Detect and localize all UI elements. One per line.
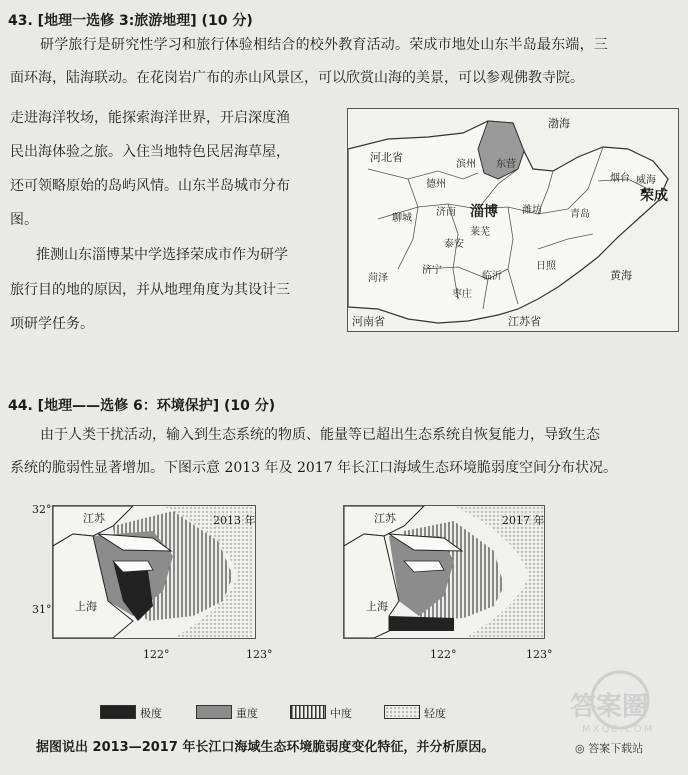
lon-123-label-a: 123°	[246, 648, 273, 661]
lat-31-label: 31°	[32, 603, 52, 616]
label-laiwu: 莱芜	[470, 227, 490, 238]
label-weifang: 潍坊	[522, 205, 542, 216]
legend-swatch-light	[384, 705, 420, 719]
lon-123-label-b: 123°	[526, 648, 553, 661]
q43-title: 43. [地理一选修 3:旅游地理] (10 分)	[8, 13, 253, 29]
legend-swatch-severe	[196, 705, 232, 719]
legend-label-moderate: 中度	[330, 707, 352, 720]
extreme-zone-2017	[389, 616, 454, 631]
q43-task-line-3: 项研学任务。	[10, 316, 94, 332]
label-dongying: 东营	[496, 159, 516, 170]
watermark-logo-text: 答案圈	[570, 692, 649, 722]
q43-line-3: 走进海洋牧场，能探索海洋世界，开启深度渔	[10, 110, 290, 126]
label-liaocheng: 聊城	[392, 213, 412, 224]
label-jining: 济宁	[422, 265, 442, 276]
q44-footer: 据图说出 2013—2017 年长江口海域生态环境脆弱度变化特征，并分析原因。	[36, 740, 495, 755]
year-label-2013: 2013 年	[213, 514, 256, 527]
q44-title: 44. [地理——选修 6：环境保护] (10 分)	[8, 398, 276, 414]
watermark-logo	[560, 668, 680, 738]
map-2013	[52, 505, 256, 639]
label-rongcheng: 荣成	[640, 188, 668, 204]
label-rizhao: 日照	[536, 261, 556, 272]
wechat-icon: ◎	[575, 742, 585, 755]
wechat-watermark	[575, 740, 643, 756]
label-zibo: 淄博	[470, 204, 498, 220]
q43-line-5: 还可领略原始的岛屿风情。山东半岛城市分布	[10, 178, 290, 194]
label-taian: 泰安	[444, 239, 464, 250]
watermark-url: MXQE.COM	[582, 724, 655, 735]
q43-task-line-2: 旅行目的地的原因，并从地理角度为其设计三	[10, 282, 290, 298]
label-jiangsu: 江苏省	[508, 315, 541, 328]
q44-line-1: 由于人类干扰活动，输入到生态系统的物质、能量等已超出生态系统自恢复能力，导致生态	[40, 427, 600, 443]
legend-label-severe: 重度	[236, 707, 258, 720]
legend-swatch-moderate	[290, 705, 326, 719]
label-hebei: 河北省	[370, 151, 403, 164]
label-zaozhuang: 枣庄	[452, 289, 472, 300]
lat-32-label: 32°	[32, 503, 52, 516]
shanghai-label-2017: 上海	[366, 600, 388, 613]
jiangsu-label-2013: 江苏	[83, 512, 105, 525]
wechat-account-name: 答案下载站	[588, 742, 644, 755]
label-huanghai: 黄海	[610, 269, 632, 282]
jiangsu-label-2017: 江苏	[374, 512, 396, 525]
lon-122-label-a: 122°	[143, 648, 170, 661]
label-yantai: 烟台	[610, 173, 630, 184]
shanghai-label-2013: 上海	[75, 600, 97, 613]
q43-line-2: 面环海，陆海联动。在花岗岩广布的赤山风景区，可以欣赏山海的美景，可以参观佛教寺院。	[10, 70, 584, 86]
lon-122-label-b: 122°	[430, 648, 457, 661]
year-label-2017: 2017 年	[502, 514, 545, 527]
label-bohai: 渤海	[548, 117, 570, 130]
label-linyi: 临沂	[482, 271, 502, 282]
q43-line-1: 研学旅行是研究性学习和旅行体验相结合的校外教育活动。荣成市地处山东半岛最东端，三	[40, 37, 608, 53]
q44-line-2: 系统的脆弱性显著增加。下图示意 2013 年及 2017 年长江口海域生态环境脆弱度空间分布状况。	[10, 460, 618, 476]
label-heze: 菏泽	[368, 273, 388, 284]
q43-line-4: 民出海体验之旅。入住当地特色民居海草屋，	[10, 144, 290, 160]
label-henan: 河南省	[352, 315, 385, 328]
label-binzhou: 滨州	[456, 159, 476, 170]
legend-label-light: 轻度	[424, 707, 446, 720]
label-dezhou: 德州	[426, 179, 446, 190]
q43-task-line-1: 推测山东淄博某中学选择荣成市作为研学	[36, 247, 288, 263]
map-2017	[343, 505, 545, 639]
shandong-map	[347, 108, 679, 332]
label-jinan: 济南	[436, 207, 456, 218]
legend-swatch-extreme	[100, 705, 136, 719]
label-qingdao: 青岛	[570, 209, 590, 220]
legend-label-extreme: 极度	[140, 707, 162, 720]
label-weihai: 威海	[636, 175, 656, 186]
q43-line-6: 图。	[10, 212, 38, 228]
